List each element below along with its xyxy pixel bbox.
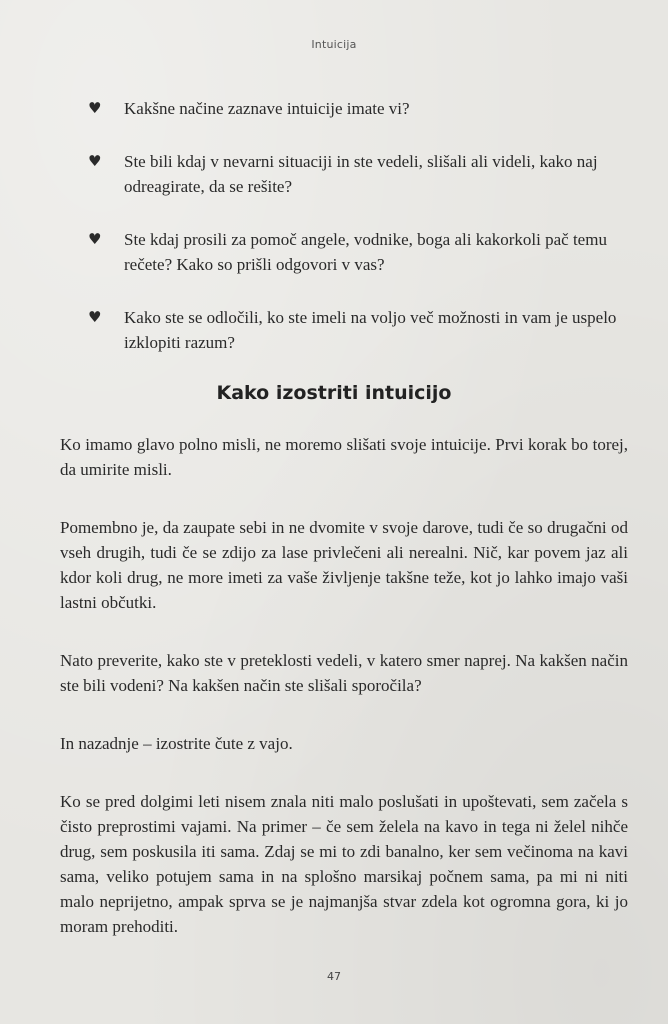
list-item-text: Ste kdaj prosili za pomoč angele, vodnike, boga ali kakorkoli pač temu rečete? Kako so prišli odgovori v vas? [124,230,607,274]
paragraph: Pomembno je, da zaupate sebi in ne dvomite v svoje darove, tudi če so drugačni od vseh drugih, tudi če se zdijo za lase privlečeni ali nerealni. Nič, kar povem jaz ali kdor koli drug, ne more imeti za vaše življenje takšne teže, kot jo lahko imajo vaši lastni občutki. [60,518,628,612]
section-heading: Kako izostriti intuicijo [216,382,452,404]
body-text [60,432,628,972]
heart-icon: ♥ [88,308,102,326]
paragraph: In nazadnje – izostrite čute z vajo. [60,734,293,753]
list-item [88,149,633,199]
list-item-text: Ste bili kdaj v nevarni situaciji in ste vedeli, slišali ali videli, kako naj odreagirate, da se rešite? [124,152,598,196]
running-head: Intuicija [311,38,357,51]
question-list [88,96,633,383]
heart-icon: ♥ [88,152,102,170]
heart-icon: ♥ [88,230,102,248]
list-item-text: Kako ste se odločili, ko ste imeli na voljo več možnosti in vam je uspelo izklopiti razum? [124,308,617,352]
paragraph: Nato preverite, kako ste v preteklosti vedeli, v katero smer naprej. Na kakšen način ste bili vodeni? Na kakšen način ste slišali sporočila? [60,651,628,695]
list-item-text: Kakšne načine zaznave intuicije imate vi? [124,99,410,118]
heart-icon: ♥ [88,99,102,117]
paragraph: Ko se pred dolgimi leti nisem znala niti malo poslušati in upoštevati, sem začela s čisto preprostimi vajami. Na primer – če sem želela na kavo in tega ni želel nihče drug, sem poskusila iti sama. Zdaj se mi to zdi banalno, ker sem večinoma na kavi sama, veliko potujem sama in na splošno marsikaj počnem sama, pa mi ni niti malo neprijetno, ampak sprva se je najmanjša stvar zdela kot ogromna gora, ki jo moram prehoditi. [60,792,628,936]
list-item [88,96,633,121]
list-item [88,305,633,355]
paragraph: Ko imamo glavo polno misli, ne moremo slišati svoje intuicije. Prvi korak bo torej, da umirite misli. [60,435,628,479]
page-number: 47 [327,970,341,983]
list-item [88,227,633,277]
